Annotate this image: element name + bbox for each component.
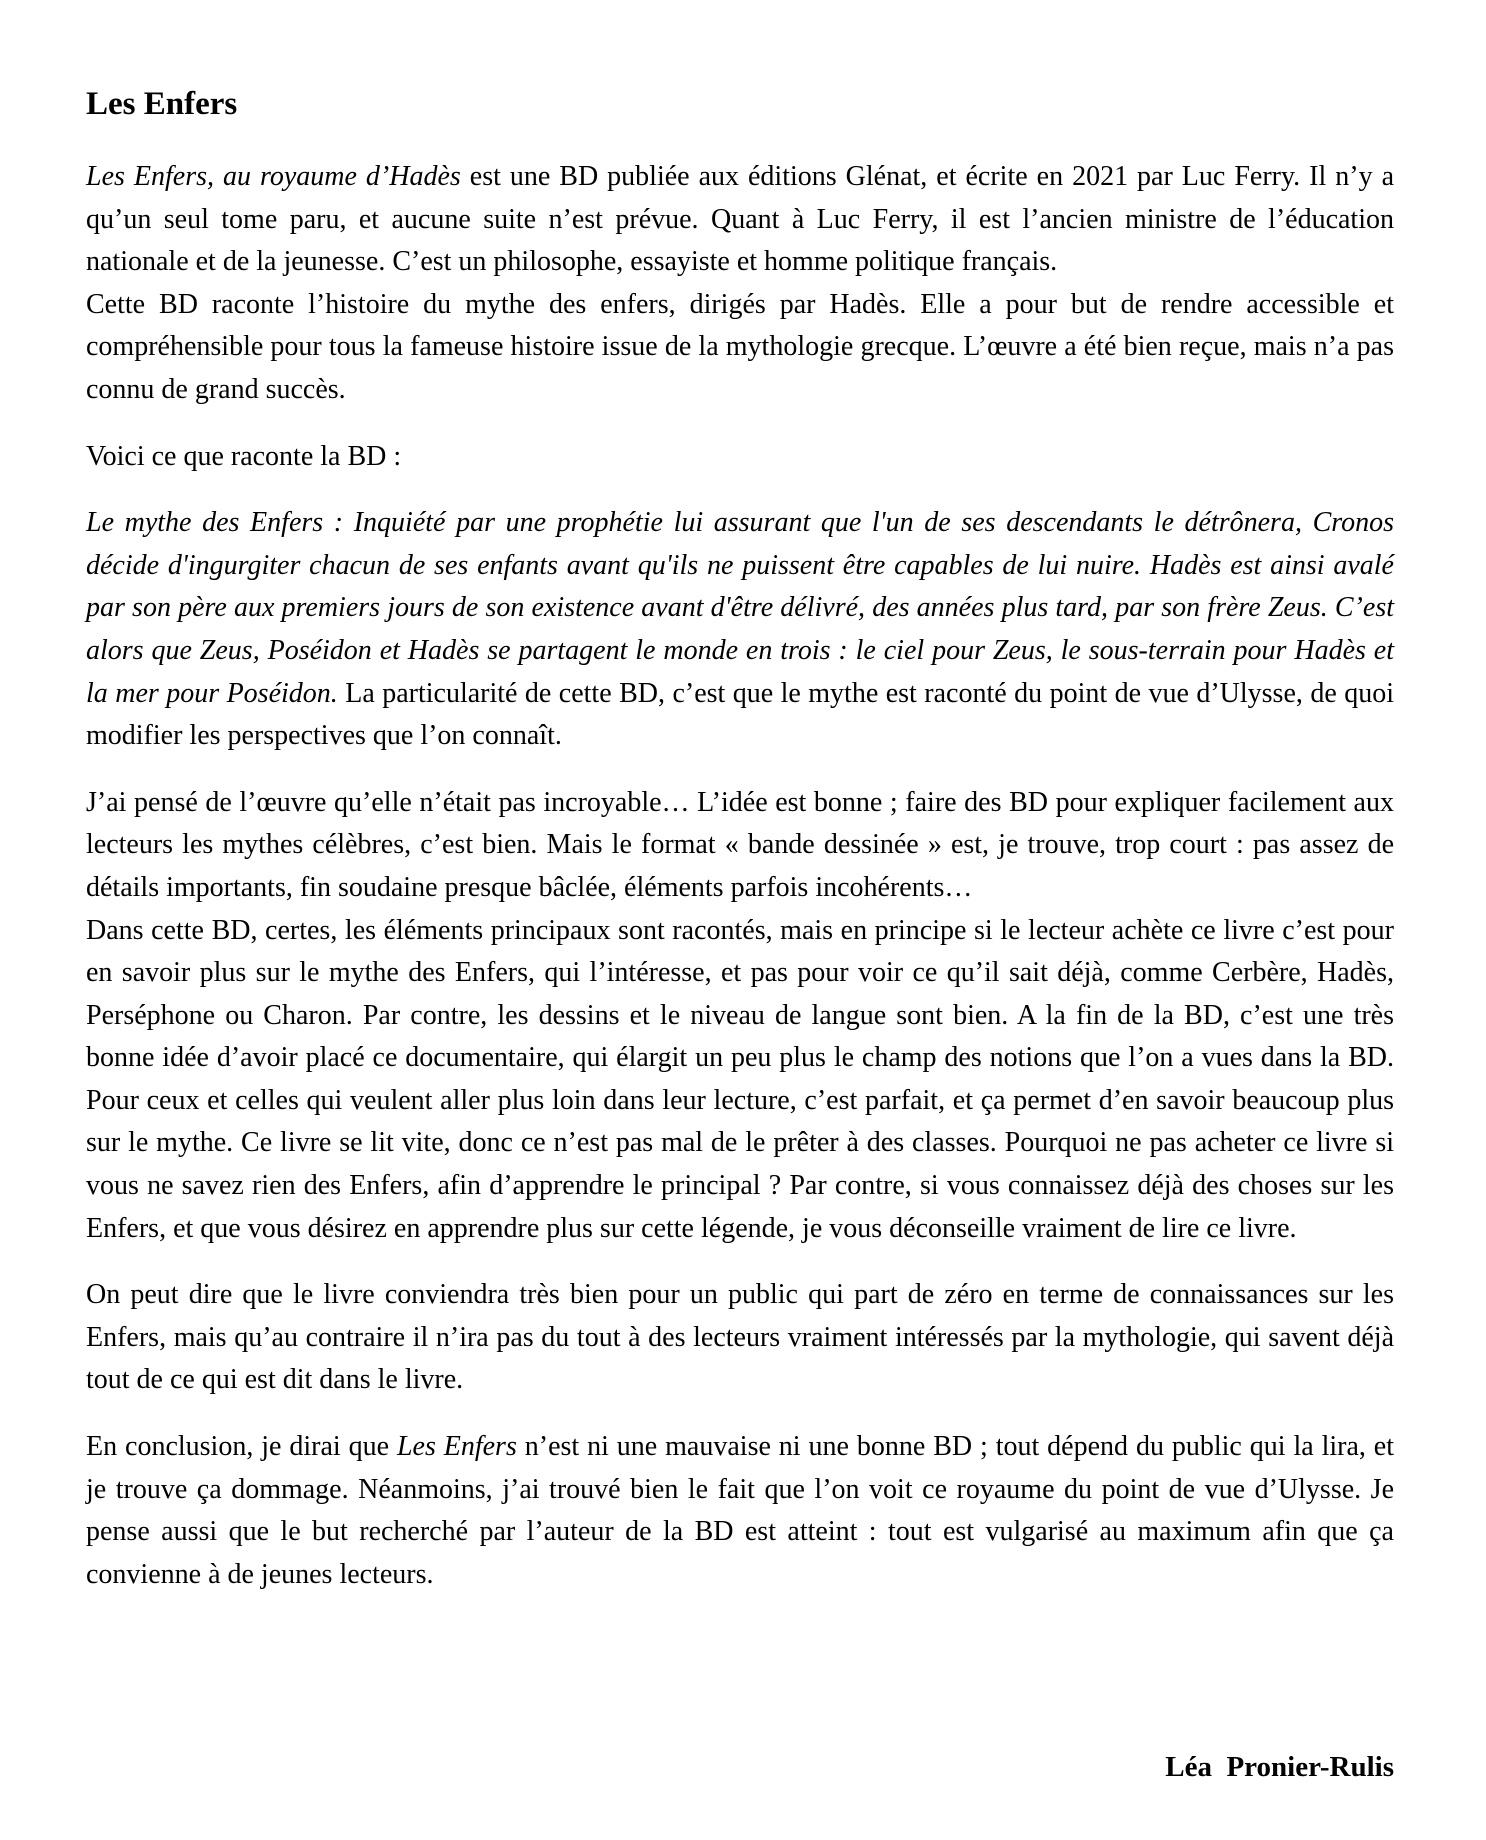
paragraph-audience: On peut dire que le livre conviendra très bien pour un public qui part de zéro en terme de connaissances sur les Enfers, mais qu’au contraire il n’ira pas du tout à des lecteurs vraiment intéressés par la mythologie, qui savent déjà tout de ce qui est dit dans le livre. — [86, 1279, 1394, 1396]
paragraph-intro-text: est une BD publiée aux éditions Glénat, et écrite en 2021 par Luc Ferry. Il n’y a qu’un seul tome paru, et aucune suite n’est prévue. Quant à Luc Ferry, il est l’ancien ministre de l’éducation nationale et de la jeunesse. C’est un philosophe, essayiste et homme politique français. — [86, 161, 1394, 278]
paragraph-summary: Cette BD raconte l’histoire du mythe des enfers, dirigés par Hadès. Elle a pour but de rendre accessible et compréhensible pour tous la fameuse histoire issue de la mythologie grecque. L’œuvre a été bien reçue, mais n’a pas connu de grand succès. — [86, 288, 1394, 405]
paragraph-details: Dans cette BD, certes, les éléments principaux sont racontés, mais en principe si le lecteur achète ce livre c’est pour en savoir plus sur le mythe des Enfers, qui l’intéresse, et pas pour voir ce qu’il sait déjà, comme Cerbère, Hadès, Perséphone ou Charon. Par contre, les dessins et le niveau de langue sont bien. A la fin de la BD, c’est une très bonne idée d’avoir placé ce documentaire, qui élargit un peu plus le champ des notions que l’on a vues dans la BD. Pour ceux et celles qui veulent aller plus loin dans leur lecture, c’est parfait, et ça permet d’en savoir beaucoup plus sur le mythe. Ce livre se lit vite, donc ce n’est pas mal de le prêter à des classes. Pourquoi ne pas acheter ce livre si vous ne savez rien des Enfers, afin d’apprendre le principal ? Par contre, si vous connaissez déjà des choses sur les Enfers, et que vous désirez en apprendre plus sur cette légende, je vous déconseille vraiment de lire ce livre. — [86, 914, 1394, 1244]
paragraph-conclusion-after: n’est ni une mauvaise ni une bonne BD ; tout dépend du public qui la lira, et je trouve ça dommage. Néanmoins, j’ai trouvé bien le fait que l’on voit ce royaume du point de vue d’Ulysse. Je pense aussi que le but recherché par l’auteur de la BD est atteint : tout est vulgarisé au maximum afin que ça convienne à de jeunes lecteurs. — [86, 1431, 1395, 1590]
document-body — [86, 80, 1394, 1596]
paragraph-conclusion — [86, 1426, 1394, 1596]
book-title-italic: Les Enfers, au royaume d’Hadès — [86, 161, 461, 192]
paragraph-myth-text: La particularité de cette BD, c’est que le mythe est raconté du point de vue d’Ulysse, de quoi modifier les perspectives que l’on connaît. — [86, 677, 1394, 752]
paragraph-opinion: J’ai pensé de l’œuvre qu’elle n’était pas incroyable… L’idée est bonne ; faire des BD pour expliquer facilement aux lecteurs les mythes célèbres, c’est bien. Mais le format « bande dessinée » est, je trouve, trop court : pas assez de détails importants, fin soudaine presque bâclée, éléments parfois incohérents… — [86, 786, 1394, 903]
paragraph-myth — [86, 502, 1394, 758]
document-title: Les Enfers — [86, 86, 238, 122]
myth-quote-italic: Le mythe des Enfers : Inquiété par une prophétie lui assurant que l'un de ses descendants le détrônera, Cronos décide d'ingurgiter chacun de ses enfants avant qu'ils ne puissent être capables de lui nuire. Hadès est ainsi avalé par son père aux premiers jours de son existence avant d'être délivré, des années plus tard, par son frère Zeus. C’est alors que Zeus, Poséidon et Hadès se partagent le monde en trois : le ciel pour Zeus, le sous-terrain pour Hadès et la mer pour Poséidon. — [86, 507, 1394, 709]
author-signature: Léa Pronier-Rulis — [1165, 1751, 1394, 1783]
paragraph-intro — [86, 156, 1394, 284]
conclusion-title-italic: Les Enfers — [396, 1431, 517, 1463]
paragraph-conclusion-before: En conclusion, je dirai que — [86, 1431, 397, 1463]
paragraph-lead-in: Voici ce que raconte la BD : — [86, 440, 402, 472]
